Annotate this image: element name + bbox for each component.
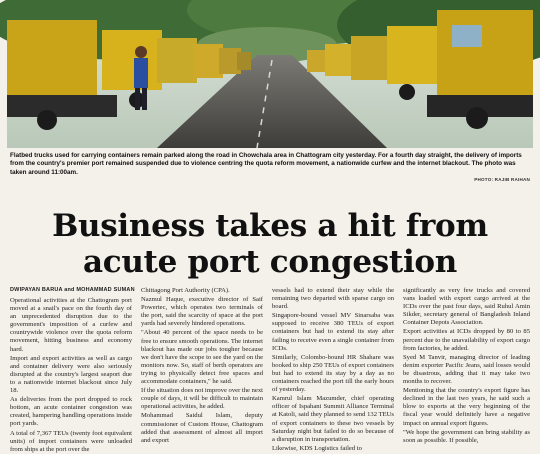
paragraph: Similarly, Colombo-bound HR Shahare was booked to ship 250 TEUs of export containers but had to extend its stay by a day as no containers reached the port till the early hours of yesterday. (272, 353, 394, 394)
paragraph: "We hope the government can bring stability as soon as possible. If possible, (403, 428, 530, 444)
article-column-4 (403, 287, 530, 444)
paragraph: If the situation does not improve over the next couple of days, it will be difficult to maintain operational activities, he added. (141, 387, 263, 411)
paragraph: Syed M Tanvir, managing director of leading denim exporter Pacific Jeans, said losses would be disastrous, adding that it may take two months to recover. (403, 353, 530, 386)
photo-trucks-icon (7, 0, 533, 148)
paragraph: Mohammad Saidul Islam, deputy commissioner of Custom House, Chattogram added that assessment of almost all import and export (141, 412, 263, 444)
photo-caption: Flatbed trucks used for carrying containers remain parked along the road in Chowchala area in Chattogram city yesterday. For a fourth day straight, the delivery of imports from the country's premier port remained suspended due to violence centring the quota reform movement, a nationwide curfew and the internet blackout. The photo was taken around 11:00am. (10, 152, 522, 176)
paragraph: significantly as very few trucks and covered vans loaded with export cargo arrived at the ICDs over the past four days, said Ruhul Amin Sikder, secretary general of Bangladesh Inland Container Depots Association. (403, 287, 530, 327)
paragraph: "About 40 percent of the space needs to be free to ensure smooth operations. The internet blackout has made our jobs tougher because we don't have the scope to see the yard on the monitors now. So, staff of berth operators are trying to physically detect free spaces and accommodate containers," he said. (141, 329, 263, 386)
photo-credit: PHOTO: RAJIB RAIHAN (474, 177, 530, 182)
paragraph: Nazmul Haque, executive director of Saif Powertec, which operates two terminals of the port, said the scarcity of space at the port yards had severely hindered operations. (141, 296, 263, 328)
article-column-2 (141, 287, 263, 444)
paragraph: As deliveries from the port dropped to rock bottom, an acute container congestion was created, hampering handling operations inside port yards. (10, 396, 132, 428)
article-column-1 (10, 297, 132, 453)
paragraph: Import and export activities as well as cargo and container delivery were also seriously disrupted at the country's largest seaport due to a nationwide internet blackout since July 18. (10, 354, 132, 395)
news-photo (7, 0, 533, 148)
paragraph: Export activities at ICDs dropped by 80 to 85 percent due to the unavailability of export cargo from factories, he added. (403, 328, 530, 352)
paragraph: Mentioning that the country's export figure has declined in the last two years, he said such a blow to exports at the very beginning of the fiscal year would definitely have a negative impact on annual export figures. (403, 387, 530, 427)
paragraph: vessels had to extend their stay while the remaining two departed with sparse cargo on board. (272, 287, 394, 311)
article-column-3 (272, 287, 394, 452)
paragraph: Chittagong Port Authority (CPA). (141, 287, 230, 294)
article-headline: Business takes a hit from acute port congestion (52, 208, 488, 280)
paragraph: Kamrul Islam Mazumder, chief operating officer of Ispahani Summit Alliance Terminal at Katoli, said they planned to send 132 TEUs of export containers to these two vessels by Saturday night but failed to do so because of a disruption in transportation. (272, 395, 394, 443)
paragraph: Likewise, KDS Logistics failed to (272, 444, 362, 452)
article-byline: DWIPAYAN BARUA and MOHAMMAD SUMAN (10, 287, 135, 293)
paragraph: Operational activities at the Chattogram port moved at a snail's pace on the fourth day of an unprecedented disruption due to the government's imposition of a curfew and countrywide violence over the quota reform movement, hitting business and economy hard. (10, 297, 132, 353)
paragraph: Singapore-bound vessel MV Sinarsaba was supposed to receive 380 TEUs of export containers but had to extend its stay after failing to receive even a single container from ICDs. (272, 312, 394, 352)
paragraph: A total of 7,367 TEUs (twenty foot equivalent units) of import containers were unloaded from ships at the port over the (10, 429, 132, 453)
